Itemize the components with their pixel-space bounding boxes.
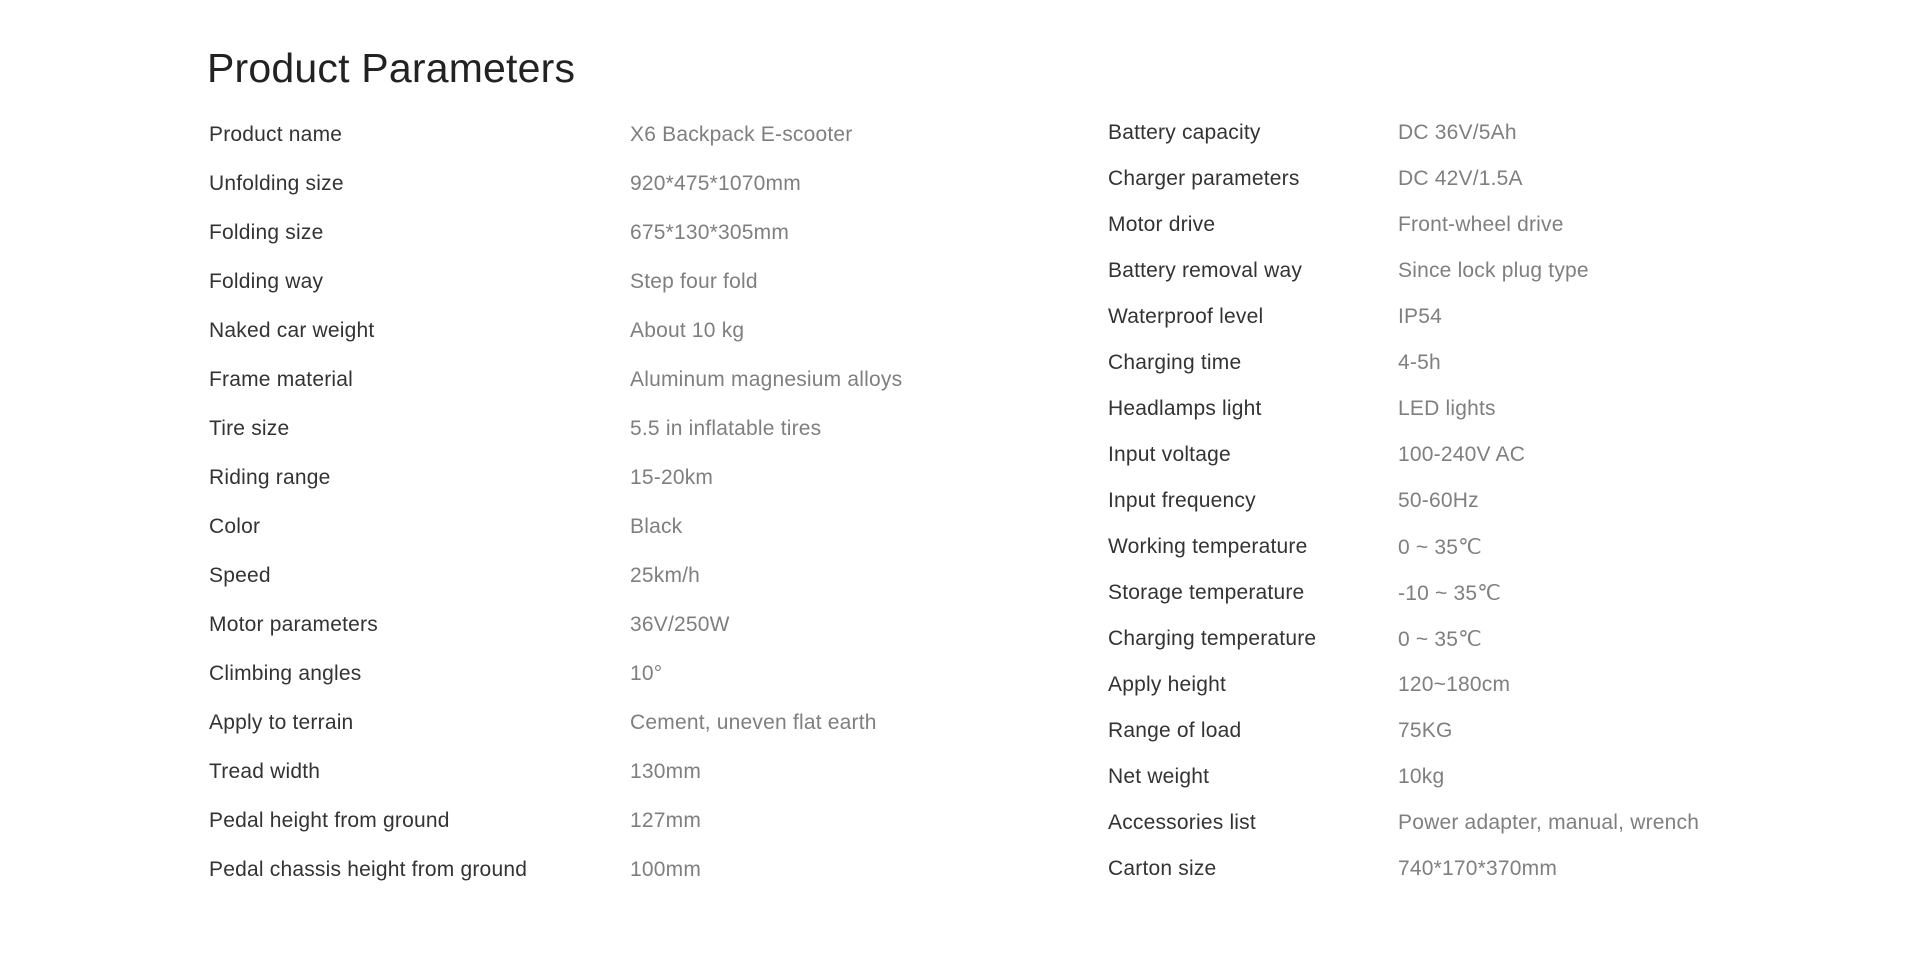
spec-value: 75KG: [1398, 719, 1453, 742]
spec-label: Tread width: [209, 759, 321, 783]
spec-label: Accessories list: [1108, 811, 1256, 834]
spec-value: 50-60Hz: [1398, 489, 1479, 512]
spec-value: 4-5h: [1398, 351, 1441, 374]
spec-row: [209, 159, 1069, 208]
spec-label: Working temperature: [1108, 535, 1308, 558]
spec-row: [1108, 432, 1868, 478]
spec-row: [209, 208, 1069, 257]
spec-label: Pedal height from ground: [209, 808, 450, 832]
spec-row: [1108, 800, 1868, 846]
spec-row: [1108, 386, 1868, 432]
spec-row: [209, 796, 1069, 845]
spec-label: Folding way: [209, 269, 324, 293]
spec-row: [209, 257, 1069, 306]
spec-value: 127mm: [630, 808, 702, 832]
spec-label: Unfolding size: [209, 171, 344, 195]
spec-row: [209, 600, 1069, 649]
spec-value: 10kg: [1398, 765, 1445, 788]
spec-value: 130mm: [630, 759, 702, 783]
spec-label: Input voltage: [1108, 443, 1231, 466]
spec-label: Battery capacity: [1108, 121, 1261, 144]
spec-row: [1108, 616, 1868, 662]
spec-value: X6 Backpack E-scooter: [630, 122, 853, 146]
spec-value: Black: [630, 514, 683, 538]
spec-value: DC 42V/1.5A: [1398, 167, 1523, 190]
spec-row: [1108, 846, 1868, 892]
spec-value: 5.5 in inflatable tires: [630, 416, 822, 440]
spec-value: -10 ~ 35℃: [1398, 581, 1502, 605]
spec-value: 25km/h: [630, 563, 701, 587]
spec-value: Power adapter, manual, wrench: [1398, 811, 1700, 834]
spec-row: [1108, 570, 1868, 616]
spec-value: 920*475*1070mm: [630, 171, 801, 195]
spec-value: Aluminum magnesium alloys: [630, 367, 903, 391]
spec-value: IP54: [1398, 305, 1442, 328]
spec-row: [209, 110, 1069, 159]
spec-column-right: [1108, 110, 1868, 892]
spec-row: [209, 698, 1069, 747]
spec-value: DC 36V/5Ah: [1398, 121, 1517, 144]
spec-row: [1108, 340, 1868, 386]
spec-value: About 10 kg: [630, 318, 745, 342]
spec-column-left: [209, 110, 1069, 894]
spec-label: Tire size: [209, 416, 290, 440]
spec-row: [1108, 662, 1868, 708]
spec-row: [1108, 524, 1868, 570]
spec-label: Charging temperature: [1108, 627, 1317, 650]
spec-label: Motor drive: [1108, 213, 1216, 236]
spec-value: Since lock plug type: [1398, 259, 1589, 282]
spec-value: Cement, uneven flat earth: [630, 710, 877, 734]
spec-row: [209, 747, 1069, 796]
spec-row: [209, 502, 1069, 551]
spec-label: Storage temperature: [1108, 581, 1305, 604]
spec-label: Color: [209, 514, 261, 538]
spec-value: 0 ~ 35℃: [1398, 535, 1482, 559]
spec-row: [1108, 754, 1868, 800]
spec-row: [1108, 202, 1868, 248]
spec-label: Naked car weight: [209, 318, 375, 342]
spec-label: Pedal chassis height from ground: [209, 857, 528, 881]
spec-label: Input frequency: [1108, 489, 1256, 512]
spec-value: 740*170*370mm: [1398, 857, 1558, 880]
spec-value: 15-20km: [630, 465, 714, 489]
spec-row: [1108, 110, 1868, 156]
spec-value: 675*130*305mm: [630, 220, 790, 244]
spec-value: 36V/250W: [630, 612, 730, 636]
spec-label: Folding size: [209, 220, 324, 244]
spec-label: Net weight: [1108, 765, 1210, 788]
spec-value: Step four fold: [630, 269, 758, 293]
spec-row: [209, 845, 1069, 894]
spec-value: 100-240V AC: [1398, 443, 1526, 466]
spec-label: Range of load: [1108, 719, 1242, 742]
spec-row: [1108, 294, 1868, 340]
spec-label: Speed: [209, 563, 271, 587]
spec-label: Charging time: [1108, 351, 1242, 374]
spec-label: Headlamps light: [1108, 397, 1262, 420]
spec-label: Motor parameters: [209, 612, 378, 636]
page-title: Product Parameters: [207, 45, 576, 91]
spec-value: 120~180cm: [1398, 673, 1511, 696]
spec-row: [209, 306, 1069, 355]
spec-label: Apply to terrain: [209, 710, 354, 734]
spec-label: Waterproof level: [1108, 305, 1264, 328]
spec-label: Frame material: [209, 367, 353, 391]
spec-row: [1108, 708, 1868, 754]
spec-row: [209, 404, 1069, 453]
spec-row: [1108, 478, 1868, 524]
spec-value: 0 ~ 35℃: [1398, 627, 1482, 651]
spec-row: [209, 355, 1069, 404]
spec-row: [1108, 248, 1868, 294]
spec-label: Riding range: [209, 465, 331, 489]
spec-label: Charger parameters: [1108, 167, 1300, 190]
spec-row: [209, 649, 1069, 698]
spec-value: Front-wheel drive: [1398, 213, 1564, 236]
spec-value: 10°: [630, 661, 663, 685]
spec-label: Climbing angles: [209, 661, 362, 685]
spec-value: 100mm: [630, 857, 702, 881]
spec-label: Carton size: [1108, 857, 1217, 880]
spec-value: LED lights: [1398, 397, 1496, 420]
spec-row: [209, 453, 1069, 502]
spec-label: Battery removal way: [1108, 259, 1303, 282]
spec-label: Apply height: [1108, 673, 1226, 696]
spec-label: Product name: [209, 122, 343, 146]
spec-row: [209, 551, 1069, 600]
spec-row: [1108, 156, 1868, 202]
